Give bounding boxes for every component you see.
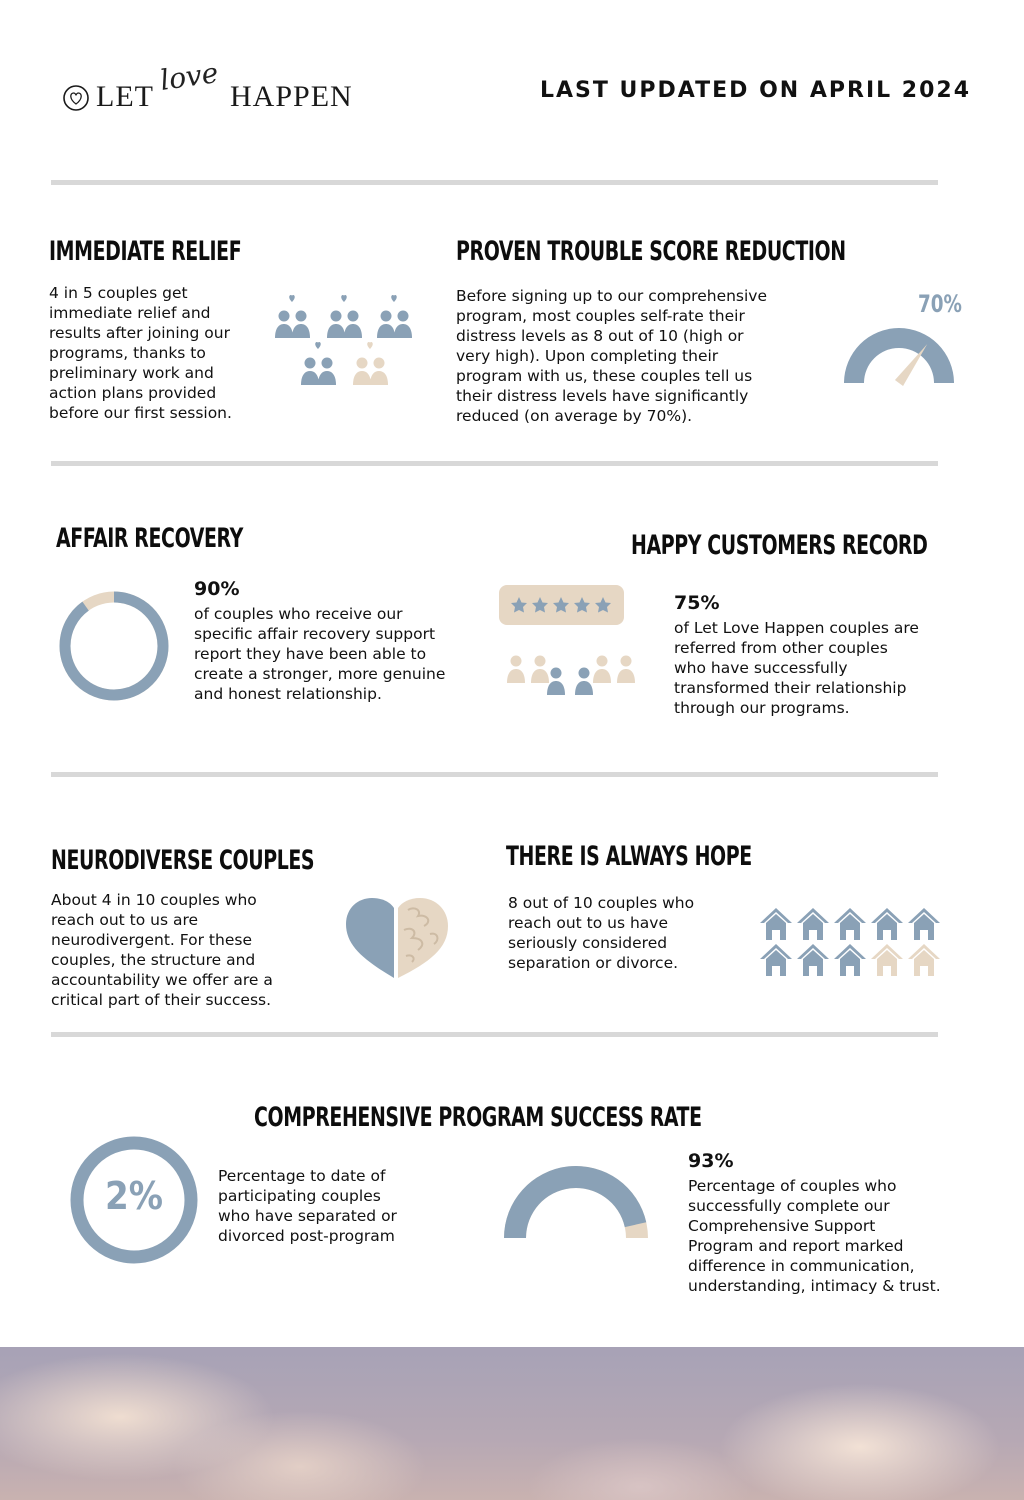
success-rate-title: COMPREHENSIVE PROGRAM SUCCESS RATE bbox=[254, 1102, 702, 1133]
text-line: Percentage to date of bbox=[218, 1167, 386, 1185]
house-icon bbox=[908, 908, 940, 940]
reviews-illustration bbox=[498, 583, 640, 705]
text-line: seriously considered bbox=[508, 934, 668, 952]
divider bbox=[51, 1032, 938, 1037]
happy-stat: 75% bbox=[674, 592, 720, 614]
always-hope-text bbox=[508, 893, 748, 973]
text-line: reach out to us have bbox=[508, 914, 668, 932]
text-line: before our first session. bbox=[49, 404, 232, 422]
text-line: program, most couples self-rate their bbox=[456, 307, 745, 325]
text-line: Before signing up to our comprehensive bbox=[456, 287, 768, 305]
house-icon-highlight bbox=[871, 944, 903, 976]
divider bbox=[51, 461, 938, 466]
house-icon bbox=[797, 944, 829, 976]
customer-icons-back bbox=[507, 656, 635, 684]
completion-semi-gauge bbox=[500, 1162, 652, 1242]
text-line: transformed their relationship bbox=[674, 679, 907, 697]
trouble-score-text bbox=[456, 286, 816, 426]
couple-icon-highlight bbox=[353, 342, 388, 385]
neurodiverse-title: NEURODIVERSE COUPLES bbox=[51, 845, 315, 876]
text-line: reach out to us are bbox=[51, 911, 199, 929]
gauge-arc bbox=[844, 328, 954, 383]
logo-text-love: love bbox=[157, 56, 221, 97]
text-line: couples, the structure and bbox=[51, 951, 256, 969]
gauge-label: 70% bbox=[918, 290, 962, 318]
text-line: referred from other couples bbox=[674, 639, 888, 657]
text-line: reduced (on average by 70%). bbox=[456, 407, 693, 425]
immediate-relief-title: IMMEDIATE RELIEF bbox=[49, 236, 242, 267]
text-line: program with us, these couples tell us bbox=[456, 367, 753, 385]
text-line: who have successfully bbox=[674, 659, 848, 677]
sky-clouds-banner bbox=[0, 1347, 1024, 1500]
heart-brain-icon bbox=[344, 896, 450, 980]
house-icon bbox=[797, 908, 829, 940]
happy-customers-title: HAPPY CUSTOMERS RECORD bbox=[631, 530, 928, 561]
houses-icon-grid bbox=[758, 906, 948, 981]
always-hope-title: THERE IS ALWAYS HOPE bbox=[506, 841, 752, 872]
brand-logo bbox=[62, 58, 382, 118]
text-line: very high). Upon completing their bbox=[456, 347, 719, 365]
house-icon bbox=[834, 908, 866, 940]
gauge-chart bbox=[834, 318, 964, 388]
text-line: successfully complete our bbox=[688, 1197, 890, 1215]
house-icon bbox=[834, 944, 866, 976]
text-line: accountability we offer are a bbox=[51, 971, 273, 989]
gauge-needle bbox=[895, 344, 927, 386]
text-line: About 4 in 10 couples who bbox=[51, 891, 257, 909]
text-line: neurodivergent. For these bbox=[51, 931, 252, 949]
couple-icon bbox=[275, 295, 310, 338]
text-line: Program and report marked bbox=[688, 1237, 904, 1255]
donut-value bbox=[65, 597, 163, 695]
heart-circle-icon bbox=[62, 84, 90, 112]
separation-text bbox=[218, 1166, 458, 1246]
house-icon-highlight bbox=[908, 944, 940, 976]
house-icon bbox=[760, 908, 792, 940]
divider bbox=[51, 180, 938, 185]
text-line: immediate relief and bbox=[49, 304, 211, 322]
divider bbox=[51, 772, 938, 777]
affair-stat: 90% bbox=[194, 578, 240, 600]
text-line: report they have been able to bbox=[194, 645, 427, 663]
couples-icon-group bbox=[268, 292, 418, 387]
affair-recovery-title: AFFAIR RECOVERY bbox=[56, 523, 243, 554]
text-line: who have separated or bbox=[218, 1207, 397, 1225]
text-line: specific affair recovery support bbox=[194, 625, 436, 643]
text-line: difference in communication, bbox=[688, 1257, 915, 1275]
couple-icon bbox=[377, 295, 412, 338]
text-line: action plans provided bbox=[49, 384, 217, 402]
happy-text bbox=[674, 618, 964, 718]
text-line: of couples who receive our bbox=[194, 605, 403, 623]
text-line: separation or divorce. bbox=[508, 954, 679, 972]
completion-stat: 93% bbox=[688, 1150, 734, 1172]
couple-icon bbox=[301, 342, 336, 385]
house-icon bbox=[760, 944, 792, 976]
text-line: understanding, intimacy & trust. bbox=[688, 1277, 941, 1295]
separation-ring-label: 2% bbox=[104, 1174, 164, 1218]
customer-icons-front bbox=[547, 668, 593, 696]
affair-donut-chart bbox=[58, 590, 170, 702]
text-line: distress levels as 8 out of 10 (high or bbox=[456, 327, 744, 345]
text-line: Comprehensive Support bbox=[688, 1217, 876, 1235]
text-line: 8 out of 10 couples who bbox=[508, 894, 695, 912]
last-updated: LAST UPDATED ON APRIL 2024 bbox=[540, 78, 972, 103]
text-line: their distress levels have significantly bbox=[456, 387, 749, 405]
text-line: Percentage of couples who bbox=[688, 1177, 897, 1195]
text-line: divorced post-program bbox=[218, 1227, 395, 1245]
house-icon bbox=[871, 908, 903, 940]
couple-icon bbox=[327, 295, 362, 338]
trouble-score-title: PROVEN TROUBLE SCORE REDUCTION bbox=[456, 236, 846, 267]
affair-text bbox=[194, 604, 474, 704]
text-line: programs, thanks to bbox=[49, 344, 206, 362]
text-line: of Let Love Happen couples are bbox=[674, 619, 919, 637]
text-line: 4 in 5 couples get bbox=[49, 284, 188, 302]
text-line: create a stronger, more genuine bbox=[194, 665, 446, 683]
text-line: preliminary work and bbox=[49, 364, 214, 382]
neurodiverse-text bbox=[51, 890, 311, 1010]
text-line: and honest relationship. bbox=[194, 685, 382, 703]
text-line: through our programs. bbox=[674, 699, 850, 717]
text-line: participating couples bbox=[218, 1187, 381, 1205]
text-line: critical part of their success. bbox=[51, 991, 272, 1009]
immediate-relief-text bbox=[49, 283, 269, 423]
logo-text-happen: HAPPEN bbox=[230, 80, 353, 113]
completion-text bbox=[688, 1176, 988, 1296]
logo-text-let: LET bbox=[96, 80, 154, 113]
text-line: results after joining our bbox=[49, 324, 230, 342]
